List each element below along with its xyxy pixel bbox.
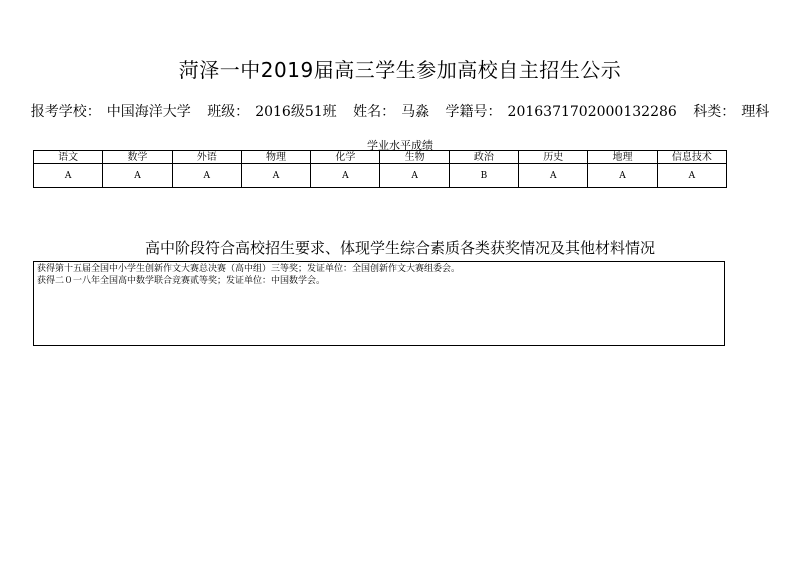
student-id-label: 学籍号： [445,104,502,120]
school-field [28,104,194,120]
award-line: 获得二０一八年全国高中数学联合竞赛贰等奖；发证单位：中国数学会。 [37,276,326,286]
grade-geography: A [588,164,657,188]
name-field [350,104,432,120]
track-value: 理科 [741,104,770,120]
grade-biology: A [380,164,449,188]
subject-header-chinese: 语文 [34,151,103,164]
grade-politics: B [449,164,518,188]
grade-chinese: A [34,164,103,188]
grade-it: A [657,164,726,188]
grade-chemistry: A [311,164,380,188]
track-field [690,104,772,120]
student-info-line [0,101,800,121]
awards-section-title: 高中阶段符合高校招生要求、体现学生综合素质各类获奖情况及其他材料情况 [144,239,655,257]
subject-header-politics: 政治 [449,151,518,164]
student-id-value: 2016371702000132286 [507,104,677,120]
grade-physics: A [241,164,310,188]
track-label: 科类： [693,104,736,120]
scores-grade-row [34,164,727,188]
subject-header-history: 历史 [519,151,588,164]
subject-header-biology: 生物 [380,151,449,164]
subject-header-foreign-language: 外语 [172,151,241,164]
grade-foreign-language: A [172,164,241,188]
student-id-field [443,104,680,120]
subject-header-physics: 物理 [241,151,310,164]
page-title: 菏泽一中2019届高三学生参加高校自主招生公示 [178,58,622,82]
scores-section-title: 学业水平成绩 [367,139,433,152]
school-value: 中国海洋大学 [106,104,191,120]
award-line: 获得第十五届全国中小学生创新作文大赛总决赛（高中组）三等奖；发证单位：全国创新作文大赛组委会。 [37,264,461,274]
subject-header-geography: 地理 [588,151,657,164]
subject-header-it: 信息技术 [657,151,726,164]
grade-history: A [519,164,588,188]
class-field [204,104,339,120]
subject-header-chemistry: 化学 [311,151,380,164]
scores-table [33,150,727,188]
scores-header-row [34,151,727,164]
awards-box [33,261,725,346]
subject-header-math: 数学 [103,151,172,164]
class-label: 班级： [207,104,250,120]
grade-math: A [103,164,172,188]
name-label: 姓名： [353,104,396,120]
school-label: 报考学校： [30,104,101,120]
name-value: 马淼 [401,104,430,120]
class-value: 2016级51班 [255,104,337,120]
